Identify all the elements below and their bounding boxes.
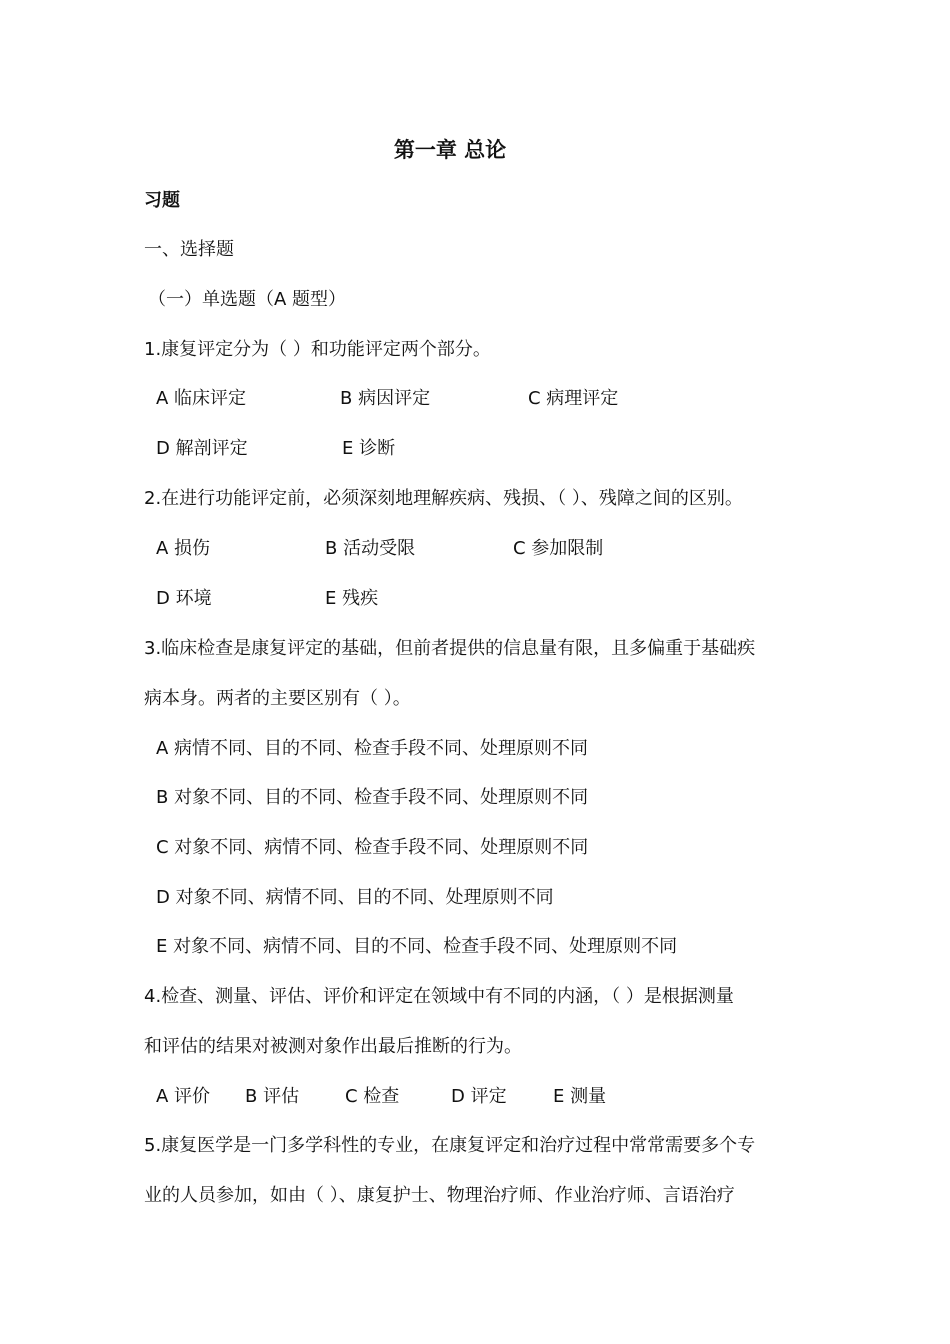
chapter-title: 第一章 总论 [393,138,507,162]
question-5-text-line-2: 业的人员参加，如由（ ）、康复护士、物理治疗师、作业治疗师、言语治疗 [144,1185,735,1206]
q3-option-c: C 对象不同、病情不同、检查手段不同、处理原则不同 [156,837,589,858]
q3-option-e: E 对象不同、病情不同、目的不同、检查手段不同、处理原则不同 [156,936,678,957]
q3-option-b: B 对象不同、目的不同、检查手段不同、处理原则不同 [156,787,589,808]
part-heading: 一、选择题 [144,239,234,260]
q1-option-b: B 病因评定 [340,388,431,409]
q4-option-c: C 检查 [345,1086,400,1107]
q4-option-b: B 评估 [245,1086,300,1107]
q1-option-a: A 临床评定 [156,388,247,409]
q1-option-c: C 病理评定 [528,388,619,409]
question-1-text: 1.康复评定分为（ ）和功能评定两个部分。 [144,339,491,360]
q1-option-e: E 诊断 [342,438,396,459]
question-2-text: 2.在进行功能评定前，必须深刻地理解疾病、残损、（ ）、残障之间的区别。 [144,488,743,509]
q4-option-a: A 评价 [156,1086,211,1107]
q1-option-d: D 解剖评定 [156,438,248,459]
subpart-heading: （一）单选题（A 题型） [148,289,347,310]
q4-option-e: E 测量 [553,1086,607,1107]
q2-option-a: A 损伤 [156,538,211,559]
question-3-text-line-1: 3.临床检查是康复评定的基础，但前者提供的信息量有限，且多偏重于基础疾 [144,638,756,659]
section-heading: 习题 [144,190,180,211]
question-4-text-line-1: 4.检查、测量、评估、评价和评定在领域中有不同的内涵，（ ）是根据测量 [144,986,734,1007]
q3-option-d: D 对象不同、病情不同、目的不同、处理原则不同 [156,887,554,908]
question-3-text-line-2: 病本身。两者的主要区别有（ ）。 [144,688,411,709]
q4-option-d: D 评定 [451,1086,507,1107]
q2-option-d: D 环境 [156,588,212,609]
q3-option-a: A 病情不同、目的不同、检查手段不同、处理原则不同 [156,738,589,759]
q2-option-b: B 活动受限 [325,538,416,559]
q2-option-e: E 残疾 [325,588,379,609]
question-4-text-line-2: 和评估的结果对被测对象作出最后推断的行为。 [144,1036,522,1057]
question-5-text-line-1: 5.康复医学是一门多学科性的专业，在康复评定和治疗过程中常常需要多个专 [144,1135,756,1156]
q2-option-c: C 参加限制 [513,538,604,559]
